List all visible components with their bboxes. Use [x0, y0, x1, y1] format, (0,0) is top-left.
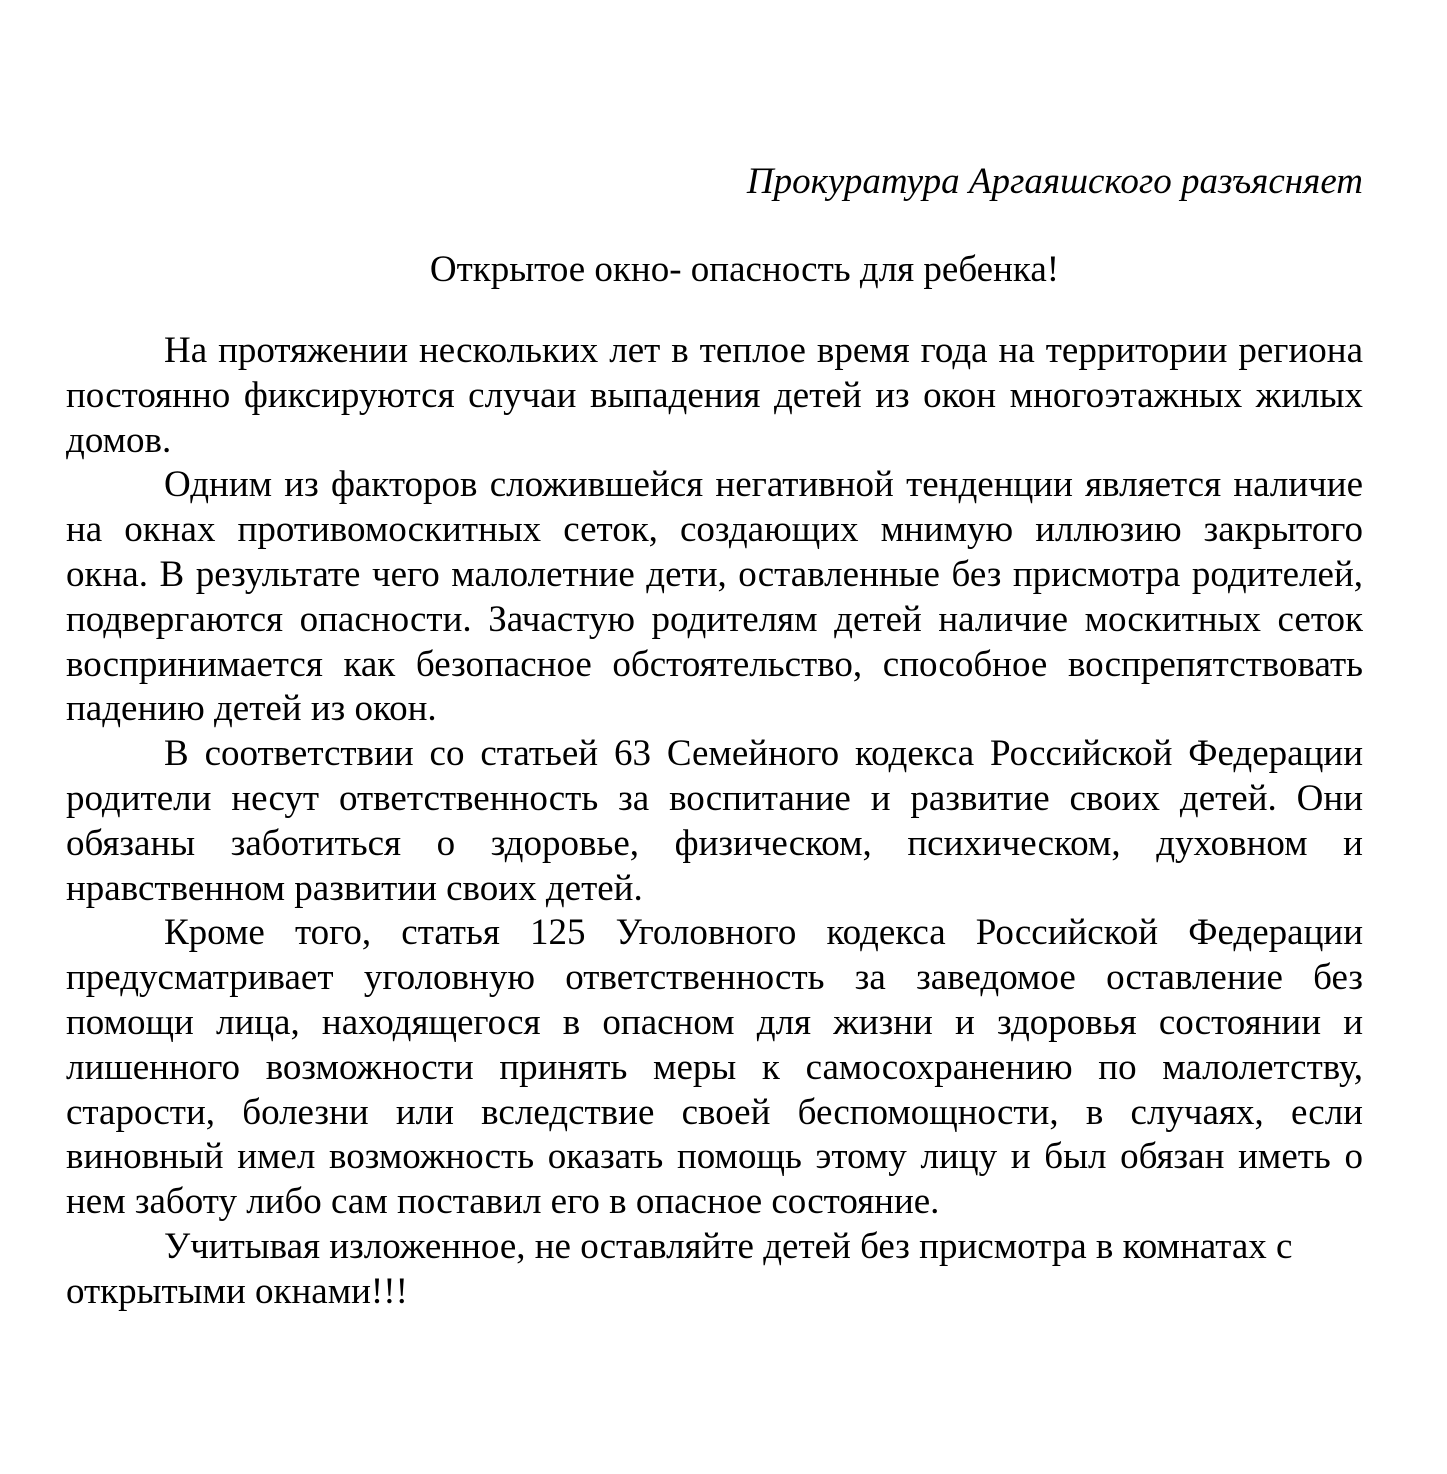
paragraph: На протяжении нескольких лет в теплое время года на территории региона постоянно фиксируются случаи выпадения детей из окон многоэтажных жилых домов. — [66, 330, 1363, 461]
paragraph: Кроме того, статья 125 Уголовного кодекса Российской Федерации предусматривает уголовную ответственность за заведомое оставление без помощи лица, находящегося в опасном для жизни и здоровья состоянии и лишенного возможности принять меры к самосохранению по малолетству, старости, болезни или вследствие своей беспомощности, в случаях, если виновный имел возможность оказать помощь этому лицу и был обязан иметь о нем заботу либо сам поставил его в опасное состояние. — [66, 912, 1363, 1223]
document-body — [66, 329, 1363, 1315]
document-page — [66, 156, 1363, 1315]
document-title: Открытое окно- опасность для ребенка! — [429, 249, 1060, 290]
paragraph: Одним из факторов сложившейся негативной тенденции является наличие на окнах противомоскитных сеток, создающих мнимую иллюзию закрытого окна. В результате чего малолетние дети, оставленные без присмотра родителей, подвергаются опасности. Зачастую родителям детей наличие москитных сеток воспринимается как безопасное обстоятельство, способное воспрепятствовать падению детей из окон. — [66, 464, 1363, 730]
document-header: Прокуратура Аргаяшского разъясняет — [746, 161, 1363, 202]
closing-paragraph: Учитывая изложенное, не оставляйте детей без присмотра в комнатах с открытыми окнами!!! — [66, 1225, 1293, 1312]
paragraph: В соответствии со статьей 63 Семейного кодекса Российской Федерации родители несут ответственность за воспитание и развитие своих детей. Они обязаны заботиться о здоровье, физическом, психическом, духовном и нравственном развитии своих детей. — [66, 733, 1363, 909]
